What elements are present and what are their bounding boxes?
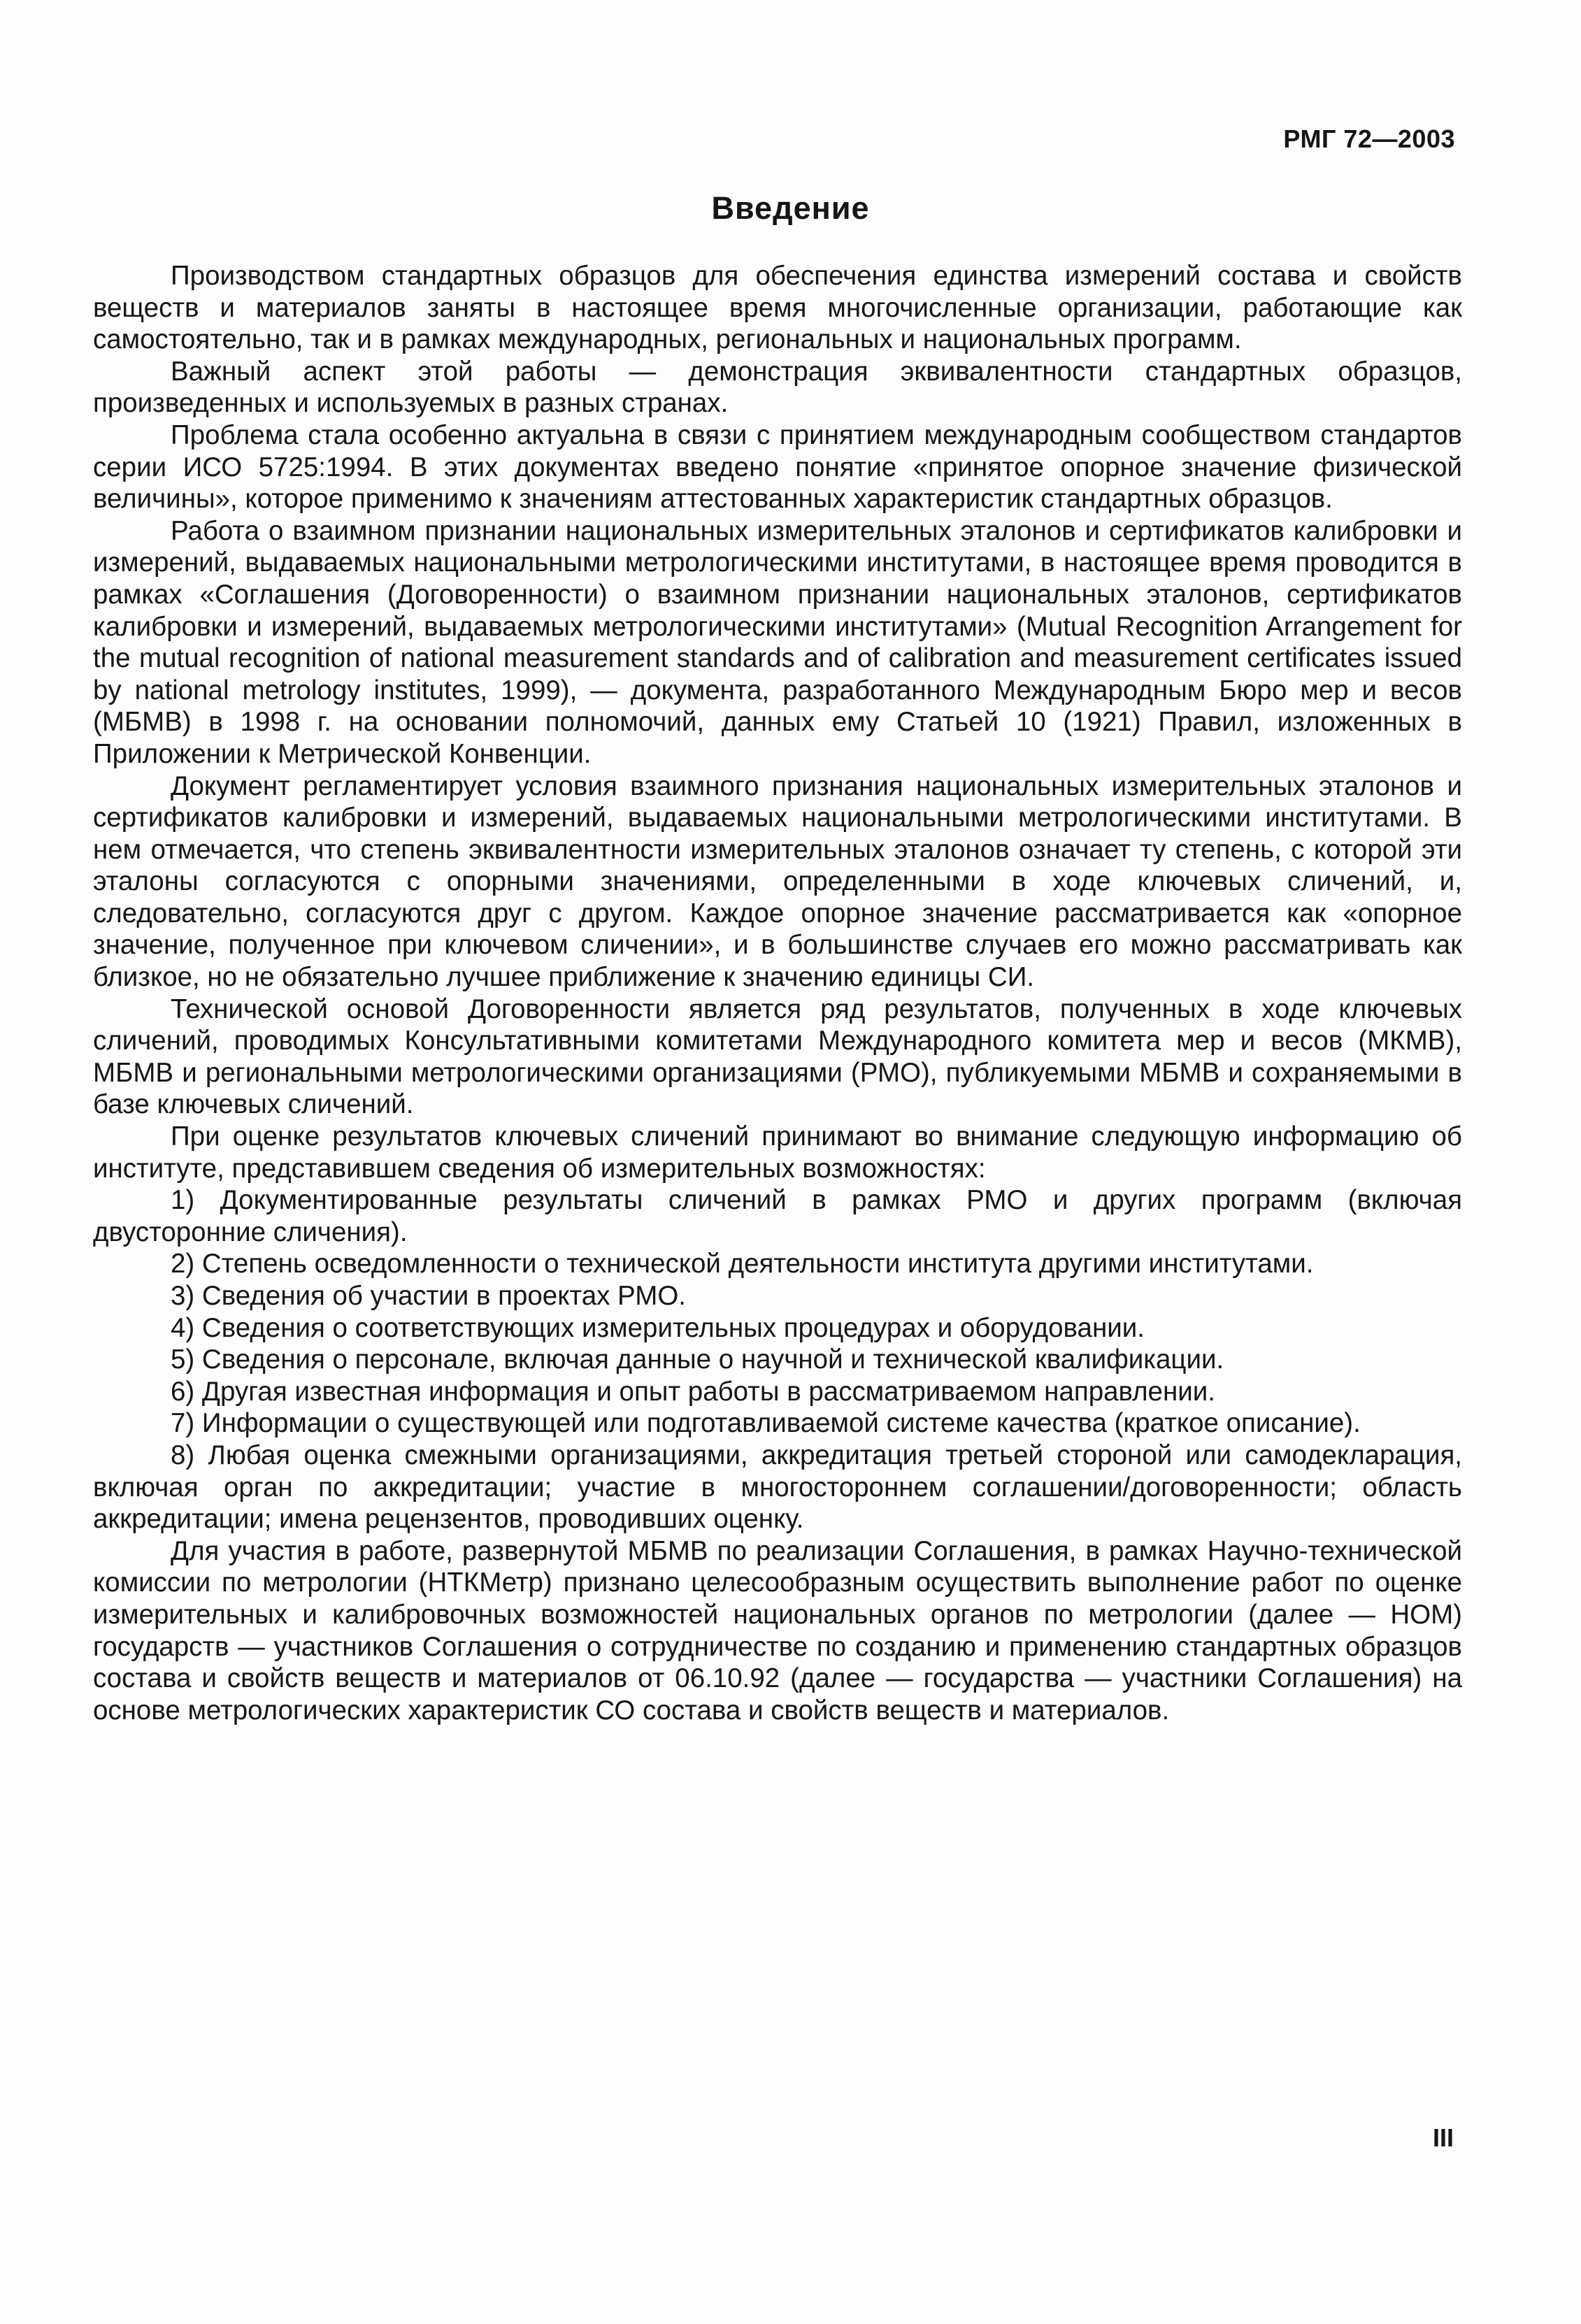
document-code: РМГ 72—2003 — [1283, 124, 1455, 153]
page-number: III — [1432, 2123, 1454, 2152]
list-item: 4) Сведения о соответствующих измерительных процедурах и оборудовании. — [171, 1312, 1145, 1343]
list-item: 3) Сведения об участии в проектах РМО. — [171, 1281, 687, 1311]
list-item: 5) Сведения о персонале, включая данные о научной и технической квалификации. — [171, 1344, 1224, 1375]
paragraph: Документ регламентирует условия взаимного признания национальных измерительных эталонов и сертификатов калибровки и измерений, выдаваемых национальными метрологическими институтами. В нем отмечается, что степень эквивалентности измерительных эталонов означает ту степень, с которой эти эталоны согласуются с опорными значениями, определенными в ходе ключевых сличений, и, следовательно, согласуются друг с другом. Каждое опорное значение рассматривается как «опорное значение, полученное при ключевом сличении», и в большинстве случаев его можно рассматривать как близкое, но не обязательно лучшее приближение к значению единицы СИ. — [93, 770, 1462, 993]
paragraph: Проблема стала особенно актуальна в связи с принятием международным сообществом стандартов серии ИСО 5725:1994. В этих документах введено понятие «принятое опорное значение физической величины», которое применимо к значениям аттестованных характеристик стандартных образцов. — [93, 419, 1462, 515]
list-item: 1) Документированные результаты сличений в рамках РМО и других программ (включая двусторонние сличения). — [93, 1185, 1462, 1247]
paragraph: Важный аспект этой работы — демонстрация эквивалентности стандартных образцов, произведенных и используемых в разных странах. — [93, 356, 1462, 419]
list-item: 2) Степень осведомленности о технической деятельности института другими институтами. — [171, 1249, 1314, 1279]
paragraph: Работа о взаимном признании национальных измерительных эталонов и сертификатов калибровки и измерений, выдаваемых национальными метрологическими институтами, в настоящее время проводится в рамках «Соглашения (Договоренности) о взаимном признании национальных эталонов, сертификатов калибровки и измерений, выдаваемых метрологическими институтами» (Mutual Recognition Arrangement for the mutual recognition of national measurement standards and of calibration and measurement certificates issued by national metrology institutes, 1999), — документа, разработанного Международным Бюро мер и весов (МБМВ) в 1998 г. на основании полномочий, данных ему Статьей 10 (1921) Правил, изложенных в Приложении к Метрической Конвенции. — [93, 515, 1462, 769]
list-item: 6) Другая известная информация и опыт работы в рассматриваемом направлении. — [171, 1376, 1215, 1407]
list-item: 8) Любая оценка смежными организациями, аккредитация третьей стороной или самодекларация, включая орган по аккредитации; участие в многостороннем соглашении/договоренности; область аккредитации; имена рецензентов, проводивших оценку. — [93, 1440, 1462, 1535]
body-text — [93, 260, 1462, 1726]
section-title: Введение — [711, 190, 870, 226]
list-item: 7) Информации о существующей или подготавливаемой системе качества (краткое описание). — [171, 1408, 1361, 1439]
paragraph: Производством стандартных образцов для обеспечения единства измерений состава и свойств веществ и материалов заняты в настоящее время многочисленные организации, работающие как самостоятельно, так и в рамках международных, региональных и национальных программ. — [93, 261, 1462, 355]
paragraph: При оценке результатов ключевых сличений принимают во внимание следующую информацию об институте, представившем сведения об измерительных возможностях: — [93, 1121, 1462, 1184]
paragraph: Технической основой Договоренности является ряд результатов, полученных в ходе ключевых сличений, проводимых Консультативными комитетами Международного комитета мер и весов (МКМВ), МБМВ и региональными метрологическими организациями (РМО), публикуемыми МБМВ и сохраняемыми в базе ключевых сличений. — [93, 994, 1462, 1120]
paragraph: Для участия в работе, развернутой МБМВ по реализации Соглашения, в рамках Научно-технической комиссии по метрологии (НТКМетр) признано целесообразным осуществить выполнение работ по оценке измерительных и калибровочных возможностей национальных органов по метрологии (далее — НОМ) государств — участников Соглашения о сотрудничестве по созданию и применению стандартных образцов состава и свойств веществ и материалов от 06.10.92 (далее — государства — участники Соглашения) на основе метрологических характеристик СО состава и свойств веществ и материалов. — [93, 1535, 1462, 1726]
